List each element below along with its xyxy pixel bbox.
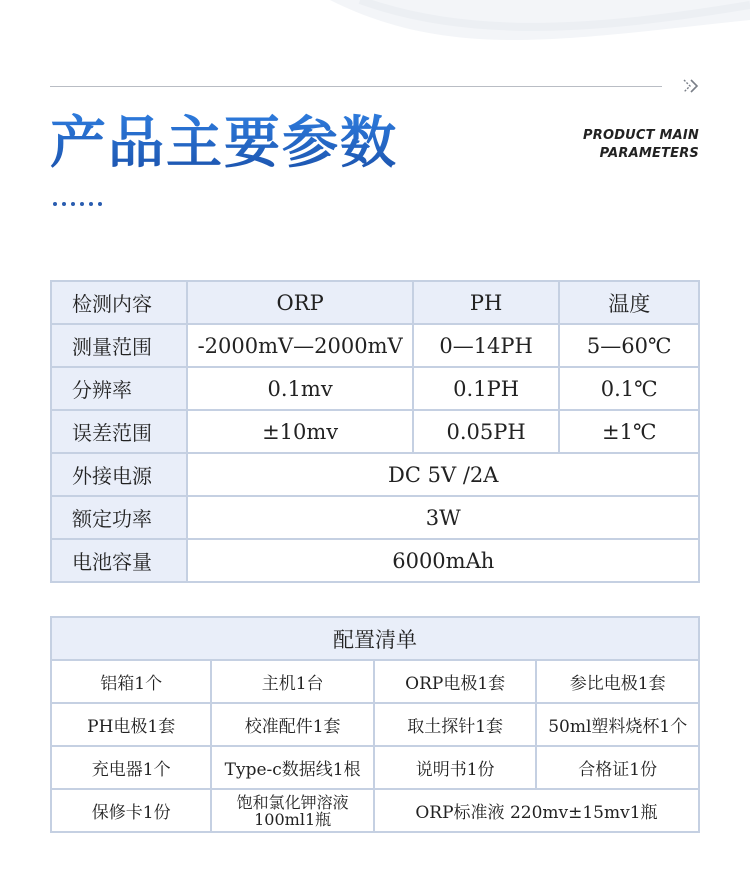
parameters-table [50, 280, 700, 583]
table-row [51, 453, 699, 496]
table-cell: Type-c数据线1根 [211, 746, 374, 789]
table-cell: 5—60℃ [559, 324, 699, 367]
table-cell: ORP电极1套 [374, 660, 537, 703]
page-subtitle [583, 127, 699, 163]
table-row [51, 660, 699, 703]
row-label: 电池容量 [51, 539, 187, 582]
row-label: 分辨率 [51, 367, 187, 410]
table-cell: 铝箱1个 [51, 660, 211, 703]
table-cell: 合格证1份 [536, 746, 699, 789]
configuration-table [50, 616, 700, 833]
header-cell: PH [413, 281, 560, 324]
header-cell: 温度 [559, 281, 699, 324]
table-cell: DC 5V /2A [187, 453, 699, 496]
table-row [51, 496, 699, 539]
table-cell: ±10mv [187, 410, 412, 453]
table-header-row [51, 617, 699, 660]
table-cell: 0.1mv [187, 367, 412, 410]
double-chevron-right-icon [680, 76, 702, 96]
table-cell: -2000mV—2000mV [187, 324, 412, 367]
table-cell: 保修卡1份 [51, 789, 211, 832]
config-title: 配置清单 [51, 617, 699, 660]
table-cell: PH电极1套 [51, 703, 211, 746]
table-row [51, 324, 699, 367]
table-header-row [51, 281, 699, 324]
table-cell: 0—14PH [413, 324, 560, 367]
table-cell: 6000mAh [187, 539, 699, 582]
table-cell: 充电器1个 [51, 746, 211, 789]
table-cell: 0.05PH [413, 410, 560, 453]
row-label: 额定功率 [51, 496, 187, 539]
subtitle-line-2: PARAMETERS [599, 146, 699, 161]
cell-line-1: 饱和氯化钾溶液 [236, 792, 349, 812]
table-cell: 参比电极1套 [536, 660, 699, 703]
table-row [51, 410, 699, 453]
header-cell: ORP [187, 281, 412, 324]
row-label: 误差范围 [51, 410, 187, 453]
header-divider [50, 86, 662, 87]
table-cell: 50ml塑料烧杯1个 [536, 703, 699, 746]
table-cell: 说明书1份 [374, 746, 537, 789]
table-cell-two-line [211, 789, 374, 832]
table-cell: 0.1℃ [559, 367, 699, 410]
table-cell: 校准配件1套 [211, 703, 374, 746]
row-label: 外接电源 [51, 453, 187, 496]
table-row [51, 789, 699, 832]
table-cell: ORP标准液 220mv±15mv1瓶 [374, 789, 699, 832]
decorative-dots [53, 202, 102, 206]
header-cell: 检测内容 [51, 281, 187, 324]
table-row [51, 539, 699, 582]
table-cell: 0.1PH [413, 367, 560, 410]
subtitle-line-1: PRODUCT MAIN [583, 128, 699, 143]
table-row [51, 746, 699, 789]
table-row [51, 367, 699, 410]
page-title: 产品主要参数 [50, 108, 398, 180]
table-row [51, 703, 699, 746]
table-cell: ±1℃ [559, 410, 699, 453]
cell-line-2: 100ml1瓶 [254, 809, 332, 829]
table-cell: 主机1台 [211, 660, 374, 703]
row-label: 测量范围 [51, 324, 187, 367]
table-cell: 取土探针1套 [374, 703, 537, 746]
table-cell: 3W [187, 496, 699, 539]
